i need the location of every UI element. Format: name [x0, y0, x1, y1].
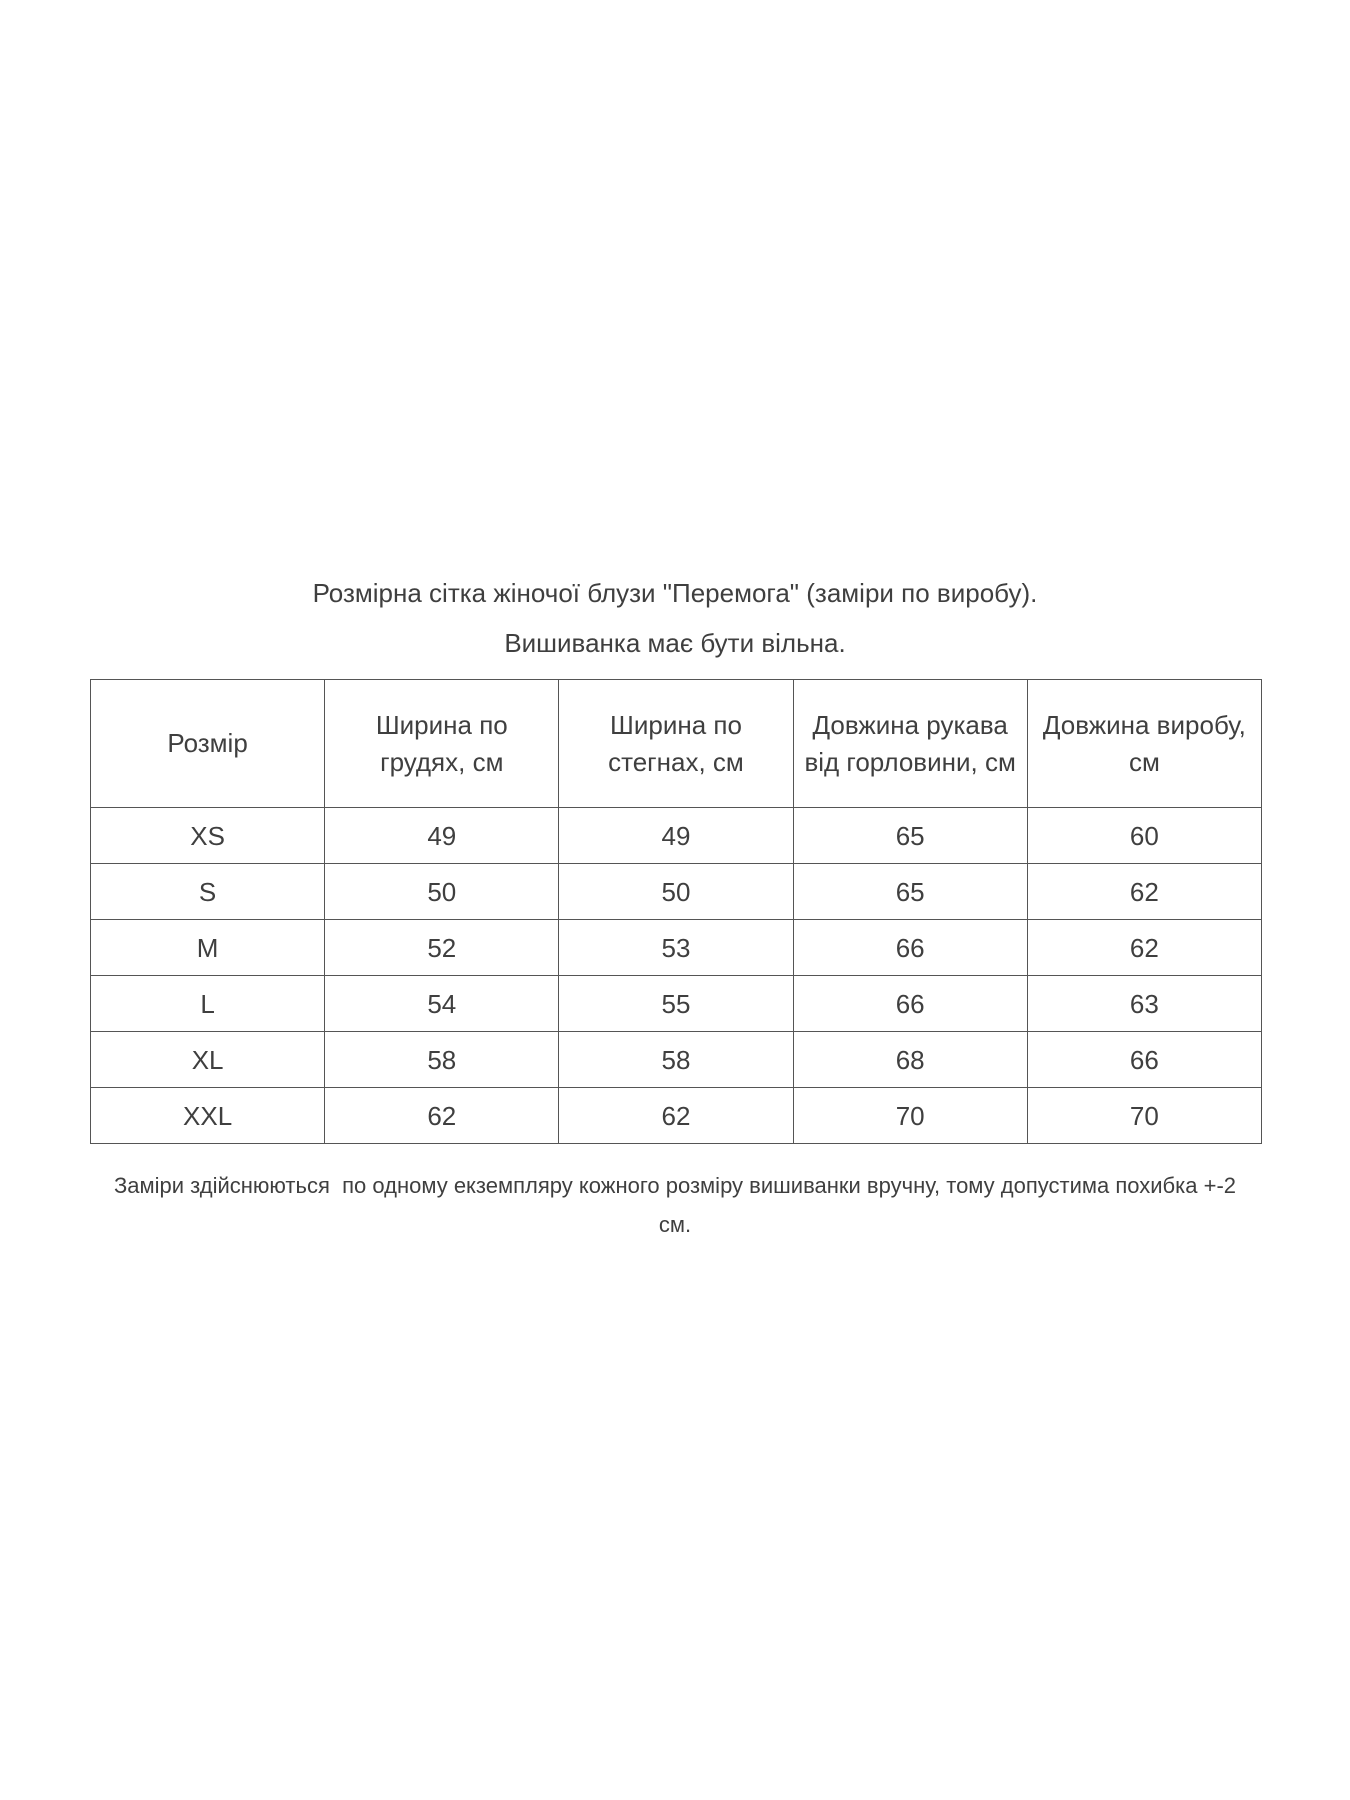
table-cell: 70	[1027, 1088, 1261, 1144]
size-chart-subtitle: Вишиванка має бути вільна.	[504, 628, 846, 658]
header-sleeve-length: Довжина рукава від горловини, см	[793, 680, 1027, 808]
table-cell: 58	[559, 1032, 793, 1088]
table-cell: 66	[793, 920, 1027, 976]
table-cell: 50	[559, 864, 793, 920]
table-cell: 52	[325, 920, 559, 976]
table-cell: 62	[1027, 920, 1261, 976]
table-cell: 70	[793, 1088, 1027, 1144]
table-row	[91, 864, 1262, 920]
table-cell: 58	[325, 1032, 559, 1088]
table-row	[91, 920, 1262, 976]
header-product-length: Довжина виробу, см	[1027, 680, 1261, 808]
table-row	[91, 1032, 1262, 1088]
size-table-header	[91, 680, 1262, 808]
table-cell: M	[91, 920, 325, 976]
header-size: Розмір	[91, 680, 325, 808]
table-cell: 68	[793, 1032, 1027, 1088]
table-cell: 54	[325, 976, 559, 1032]
table-row	[91, 976, 1262, 1032]
table-row	[91, 808, 1262, 864]
size-table-body	[91, 808, 1262, 1144]
table-cell: 62	[1027, 864, 1261, 920]
table-cell: 62	[325, 1088, 559, 1144]
table-cell: L	[91, 976, 325, 1032]
table-cell: 62	[559, 1088, 793, 1144]
size-table	[90, 679, 1262, 1144]
table-cell: 65	[793, 808, 1027, 864]
table-cell: 49	[325, 808, 559, 864]
table-cell: 66	[793, 976, 1027, 1032]
size-chart-title: Розмірна сітка жіночої блузи "Перемога" (заміри по виробу).	[312, 578, 1038, 608]
header-row	[91, 680, 1262, 808]
table-cell: XS	[91, 808, 325, 864]
table-cell: 53	[559, 920, 793, 976]
table-row	[91, 1088, 1262, 1144]
table-cell: 65	[793, 864, 1027, 920]
table-cell: 55	[559, 976, 793, 1032]
measurement-note: Заміри здійснюються по одному екземпляру кожного розміру вишиванки вручну, тому допустима похибка +-2 см.	[113, 1173, 1243, 1237]
table-cell: 50	[325, 864, 559, 920]
table-cell: 66	[1027, 1032, 1261, 1088]
table-cell: XL	[91, 1032, 325, 1088]
header-chest-width: Ширина по грудях, см	[325, 680, 559, 808]
header-hip-width: Ширина по стегнах, см	[559, 680, 793, 808]
table-cell: S	[91, 864, 325, 920]
table-cell: 49	[559, 808, 793, 864]
table-cell: 60	[1027, 808, 1261, 864]
table-cell: XXL	[91, 1088, 325, 1144]
table-cell: 63	[1027, 976, 1261, 1032]
